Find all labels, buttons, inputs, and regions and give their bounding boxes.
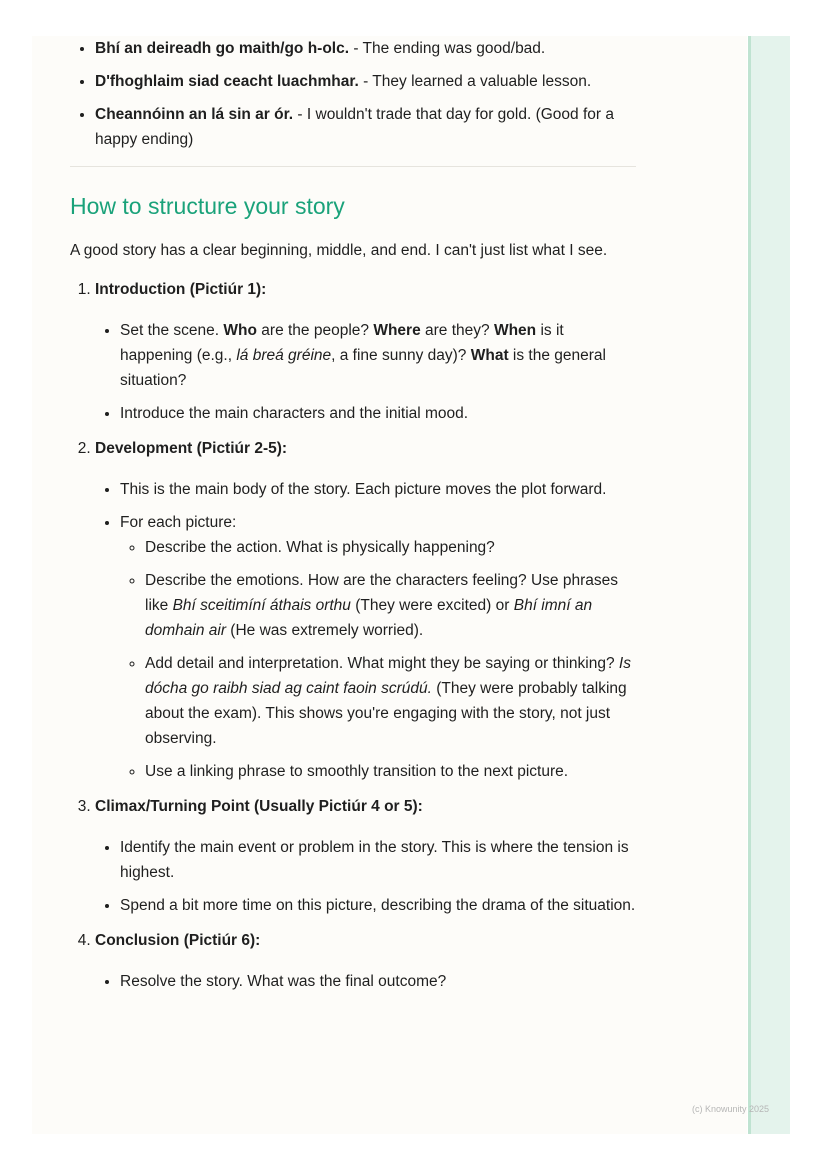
text-run: is the general situation? — [120, 347, 606, 389]
sub-list-item: ◦ Describe the action. What is physically happening? — [145, 535, 636, 560]
section-intro: A good story has a clear beginning, middle, and end. I can't just list what I see. — [70, 242, 608, 259]
step-title: Conclusion (Pictiúr 6): — [95, 932, 261, 949]
list-item — [95, 69, 636, 94]
text-run: Set the scene. — [120, 322, 224, 339]
step-title: Development (Pictiúr 2-5): — [95, 440, 288, 457]
text-run: (They were excited) or — [350, 597, 514, 614]
step-introduction — [95, 277, 636, 426]
text-run: are they? — [420, 322, 494, 339]
phrase-translation: - I wouldn't trade that day for gold. (Good for a happy ending) — [95, 106, 614, 148]
step-conclusion — [95, 928, 636, 994]
phrase-translation: - They learned a valuable lesson. — [358, 73, 592, 90]
text-run: Bhí sceitimíní áthais orthu — [172, 597, 351, 614]
step-climax — [95, 794, 636, 918]
text-run: For each picture: — [120, 514, 237, 531]
step-development — [95, 436, 636, 784]
section-heading: How to structure your story — [70, 193, 345, 219]
text-run: (He was extremely worried). — [226, 622, 424, 639]
text-run: Describe the emotions. How are the characters feeling? Use phrases like — [145, 572, 618, 614]
text-run: , a fine sunny day)? — [331, 347, 471, 364]
text-run: Where — [373, 322, 421, 339]
list-item — [95, 102, 636, 152]
text-run: is it happening (e.g., — [120, 322, 564, 364]
sub-list-item: ◦ Use a linking phrase to smoothly transition to the next picture. — [145, 759, 636, 784]
list-item: • Spend a bit more time on this picture, describing the drama of the situation. — [120, 893, 636, 918]
list-item — [120, 318, 636, 393]
phrase-list — [70, 36, 636, 152]
list-item: • Resolve the story. What was the final outcome? — [120, 969, 636, 994]
step-bullets — [95, 835, 636, 918]
step-title: Introduction (Pictiúr 1): — [95, 281, 267, 298]
list-item: • Introduce the main characters and the initial mood. — [120, 401, 636, 426]
text-run: lá breá gréine — [236, 347, 332, 364]
list-item: • This is the main body of the story. Each picture moves the plot forward. — [120, 477, 636, 502]
side-rail — [748, 36, 790, 1134]
text-run: (They were probably talking about the exam). This shows you're engaging with the story, not just observing. — [145, 680, 627, 747]
step-title: Climax/Turning Point (Usually Pictiúr 4 or 5): — [95, 798, 423, 815]
section-divider — [70, 166, 636, 167]
text-run: Bhí imní an domhain air — [145, 597, 593, 639]
step-bullets — [95, 969, 636, 994]
copyright-notice: (c) Knowunity 2025 — [692, 1104, 770, 1114]
text-run: Add detail and interpretation. What might they be saying or thinking? — [145, 655, 619, 672]
text-run: When — [493, 322, 537, 339]
step-bullets — [95, 318, 636, 426]
text-run: are the people? — [256, 322, 374, 339]
sub-bullets — [120, 535, 636, 784]
text-run: Who — [223, 322, 257, 339]
structure-steps — [70, 277, 636, 994]
document-content — [70, 36, 636, 1004]
phrase-irish: Cheannóinn an lá sin ar ór. — [95, 106, 294, 123]
phrase-irish: D'fhoghlaim siad ceacht luachmhar. — [95, 73, 359, 90]
phrase-translation: - The ending was good/bad. — [349, 40, 546, 57]
list-item — [120, 510, 636, 784]
list-item: • Identify the main event or problem in the story. This is where the tension is highest. — [120, 835, 636, 885]
sub-list-item — [145, 568, 636, 643]
text-run: Is dócha go raibh siad ag caint faoin scrúdú. — [145, 655, 631, 697]
sub-list-item — [145, 651, 636, 751]
text-run: What — [470, 347, 509, 364]
list-item — [95, 36, 636, 61]
step-bullets — [95, 477, 636, 784]
phrase-irish: Bhí an deireadh go maith/go h-olc. — [95, 40, 350, 57]
